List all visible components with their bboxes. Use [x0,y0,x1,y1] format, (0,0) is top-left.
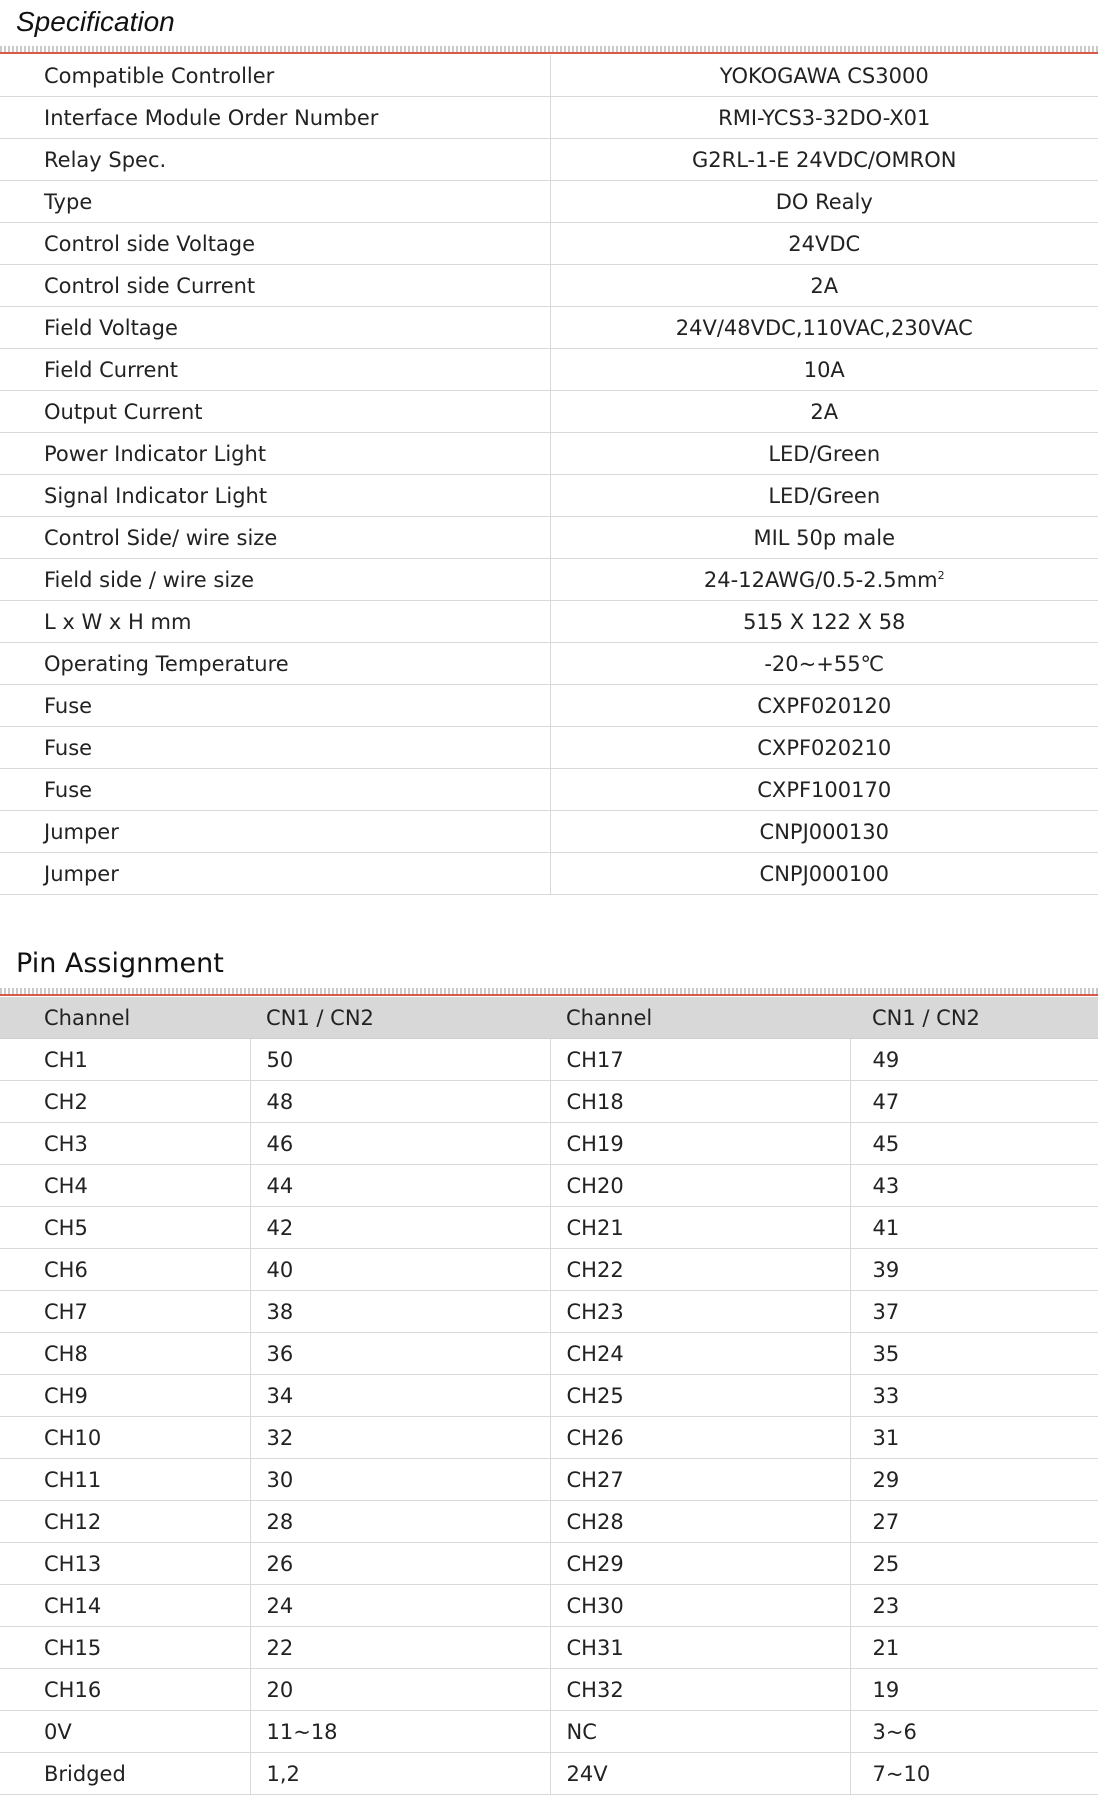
pin-row [0,1627,1098,1669]
channel-cell: CH14 [0,1585,250,1627]
spec-label: Type [0,181,550,223]
pin-cell: 31 [850,1417,1098,1459]
specification-table [0,55,1098,895]
channel-cell: CH19 [550,1123,850,1165]
spec-row [0,265,1098,307]
pin-row [0,1459,1098,1501]
channel-cell: CH31 [550,1627,850,1669]
spec-value-text: DO Realy [775,189,873,214]
spec-value [550,559,1098,601]
channel-cell: Bridged [0,1753,250,1795]
spec-value [550,853,1098,895]
pin-row [0,1291,1098,1333]
spec-row [0,643,1098,685]
pin-row [0,1123,1098,1165]
channel-cell: CH20 [550,1165,850,1207]
pin-cell: 28 [250,1501,550,1543]
spec-label: Output Current [0,391,550,433]
pin-cell: 23 [850,1585,1098,1627]
pin-row [0,1417,1098,1459]
spec-value [550,391,1098,433]
superscript: 2 [937,568,945,582]
section-divider [0,988,1098,996]
spec-row [0,559,1098,601]
pin-row [0,1081,1098,1123]
channel-cell: CH15 [0,1627,250,1669]
spec-row [0,181,1098,223]
channel-cell: CH13 [0,1543,250,1585]
spec-value [550,517,1098,559]
specification-table-body [0,55,1098,895]
spec-row [0,391,1098,433]
pin-header-row [0,997,1098,1039]
pin-assignment-table-body [0,1039,1098,1795]
channel-cell: CH6 [0,1249,250,1291]
spec-row [0,685,1098,727]
spec-label: Operating Temperature [0,643,550,685]
pin-cell: 25 [850,1543,1098,1585]
spec-value [550,97,1098,139]
spec-label: Compatible Controller [0,55,550,97]
spec-value [550,265,1098,307]
spec-label: Fuse [0,727,550,769]
spec-value-text: 2A [810,399,839,424]
spec-row [0,97,1098,139]
spec-value-text: G2RL-1-E 24VDC/OMRON [692,147,957,172]
spec-row [0,55,1098,97]
header-cn1-cn2: CN1 / CN2 [250,997,550,1039]
spec-row [0,433,1098,475]
channel-cell: CH9 [0,1375,250,1417]
spec-value-text: YOKOGAWA CS3000 [719,63,929,88]
pin-cell: 49 [850,1039,1098,1081]
pin-cell: 48 [250,1081,550,1123]
spec-row [0,853,1098,895]
spec-value [550,349,1098,391]
pin-cell: 33 [850,1375,1098,1417]
channel-cell: CH1 [0,1039,250,1081]
pin-cell: 47 [850,1081,1098,1123]
spec-row [0,139,1098,181]
channel-cell: CH17 [550,1039,850,1081]
spec-value-text: LED/Green [768,441,881,466]
spec-label: Interface Module Order Number [0,97,550,139]
spec-label: Jumper [0,853,550,895]
pin-row [0,1543,1098,1585]
section-divider [0,46,1098,54]
spec-value [550,307,1098,349]
spec-value-text: CNPJ000100 [759,861,889,886]
pin-cell: 46 [250,1123,550,1165]
pin-assignment-table [0,997,1098,1795]
spec-value-text: RMI-YCS3-32DO-X01 [718,105,931,130]
spec-row [0,601,1098,643]
spec-value [550,601,1098,643]
spec-value [550,223,1098,265]
channel-cell: CH27 [550,1459,850,1501]
pin-row [0,1753,1098,1795]
channel-cell: CH29 [550,1543,850,1585]
pin-row [0,1501,1098,1543]
spec-value-text: CXPF100170 [757,777,892,802]
spec-row [0,517,1098,559]
channel-cell: CH2 [0,1081,250,1123]
channel-cell: CH23 [550,1291,850,1333]
spec-value-text: 10A [803,357,845,382]
spec-row [0,475,1098,517]
pin-row [0,1669,1098,1711]
pin-row [0,1207,1098,1249]
pin-cell: 11~18 [250,1711,550,1753]
spec-label: Field Current [0,349,550,391]
channel-cell: 0V [0,1711,250,1753]
channel-cell: CH30 [550,1585,850,1627]
pin-cell: 40 [250,1249,550,1291]
pin-cell: 21 [850,1627,1098,1669]
pin-row [0,1039,1098,1081]
spec-value-text: 24-12AWG/0.5-2.5mm [703,567,938,592]
channel-cell: CH22 [550,1249,850,1291]
spec-value [550,55,1098,97]
spec-label: Field side / wire size [0,559,550,601]
spec-label: Jumper [0,811,550,853]
pin-cell: 42 [250,1207,550,1249]
pin-row [0,1249,1098,1291]
pin-cell: 35 [850,1333,1098,1375]
spec-label: L x W x H mm [0,601,550,643]
pin-row [0,1711,1098,1753]
channel-cell: CH32 [550,1669,850,1711]
pin-cell: 3~6 [850,1711,1098,1753]
pin-cell: 19 [850,1669,1098,1711]
channel-cell: CH18 [550,1081,850,1123]
pin-row [0,1375,1098,1417]
specification-title: Specification [16,6,175,37]
pin-cell: 41 [850,1207,1098,1249]
channel-cell: CH4 [0,1165,250,1207]
pin-cell: 44 [250,1165,550,1207]
pin-cell: 34 [250,1375,550,1417]
spec-label: Fuse [0,769,550,811]
channel-cell: CH26 [550,1417,850,1459]
spec-label: Signal Indicator Light [0,475,550,517]
pin-assignment-title: Pin Assignment [16,948,224,979]
spec-value-text: LED/Green [768,483,881,508]
spec-value-text: MIL 50p male [753,525,895,550]
spec-value-text: CXPF020210 [757,735,892,760]
pin-cell: 43 [850,1165,1098,1207]
channel-cell: CH16 [0,1669,250,1711]
header-channel: Channel [0,997,250,1039]
pin-cell: 29 [850,1459,1098,1501]
spec-row [0,223,1098,265]
channel-cell: CH5 [0,1207,250,1249]
channel-cell: CH10 [0,1417,250,1459]
channel-cell: CH7 [0,1291,250,1333]
pin-cell: 7~10 [850,1753,1098,1795]
pin-cell: 1,2 [250,1753,550,1795]
spec-value [550,685,1098,727]
channel-cell: CH11 [0,1459,250,1501]
spec-label: Control side Voltage [0,223,550,265]
spec-value-text: 24VDC [788,231,861,256]
spec-value [550,181,1098,223]
pin-cell: 22 [250,1627,550,1669]
channel-cell: CH24 [550,1333,850,1375]
pin-cell: 20 [250,1669,550,1711]
spec-value [550,475,1098,517]
spec-value [550,433,1098,475]
spec-value [550,769,1098,811]
spec-value-text: 2A [810,273,839,298]
pin-cell: 24 [250,1585,550,1627]
spec-label: Field Voltage [0,307,550,349]
header-cn1-cn2: CN1 / CN2 [850,997,1098,1039]
channel-cell: CH21 [550,1207,850,1249]
spec-value [550,727,1098,769]
spec-value-text: 515 X 122 X 58 [743,609,906,634]
spec-label: Power Indicator Light [0,433,550,475]
spec-row [0,349,1098,391]
pin-cell: 50 [250,1039,550,1081]
pin-cell: 37 [850,1291,1098,1333]
spec-row [0,307,1098,349]
spec-label: Relay Spec. [0,139,550,181]
channel-cell: 24V [550,1753,850,1795]
pin-cell: 45 [850,1123,1098,1165]
pin-cell: 36 [250,1333,550,1375]
pin-row [0,1333,1098,1375]
spec-value [550,811,1098,853]
spec-row [0,727,1098,769]
pin-cell: 32 [250,1417,550,1459]
spec-label: Control Side/ wire size [0,517,550,559]
channel-cell: CH25 [550,1375,850,1417]
channel-cell: CH3 [0,1123,250,1165]
spec-row [0,769,1098,811]
spec-value [550,139,1098,181]
spec-value-text: CXPF020120 [757,693,892,718]
pin-row [0,1585,1098,1627]
spec-value-text: -20~+55℃ [764,651,885,676]
pin-row [0,1165,1098,1207]
channel-cell: CH8 [0,1333,250,1375]
pin-cell: 39 [850,1249,1098,1291]
spec-value [550,643,1098,685]
spec-row [0,811,1098,853]
header-channel: Channel [550,997,850,1039]
channel-cell: CH12 [0,1501,250,1543]
channel-cell: NC [550,1711,850,1753]
pin-cell: 27 [850,1501,1098,1543]
channel-cell: CH28 [550,1501,850,1543]
spec-label: Control side Current [0,265,550,307]
pin-cell: 26 [250,1543,550,1585]
spec-value-text: CNPJ000130 [759,819,889,844]
spec-label: Fuse [0,685,550,727]
spec-value-text: 24V/48VDC,110VAC,230VAC [675,315,973,340]
pin-cell: 38 [250,1291,550,1333]
pin-cell: 30 [250,1459,550,1501]
